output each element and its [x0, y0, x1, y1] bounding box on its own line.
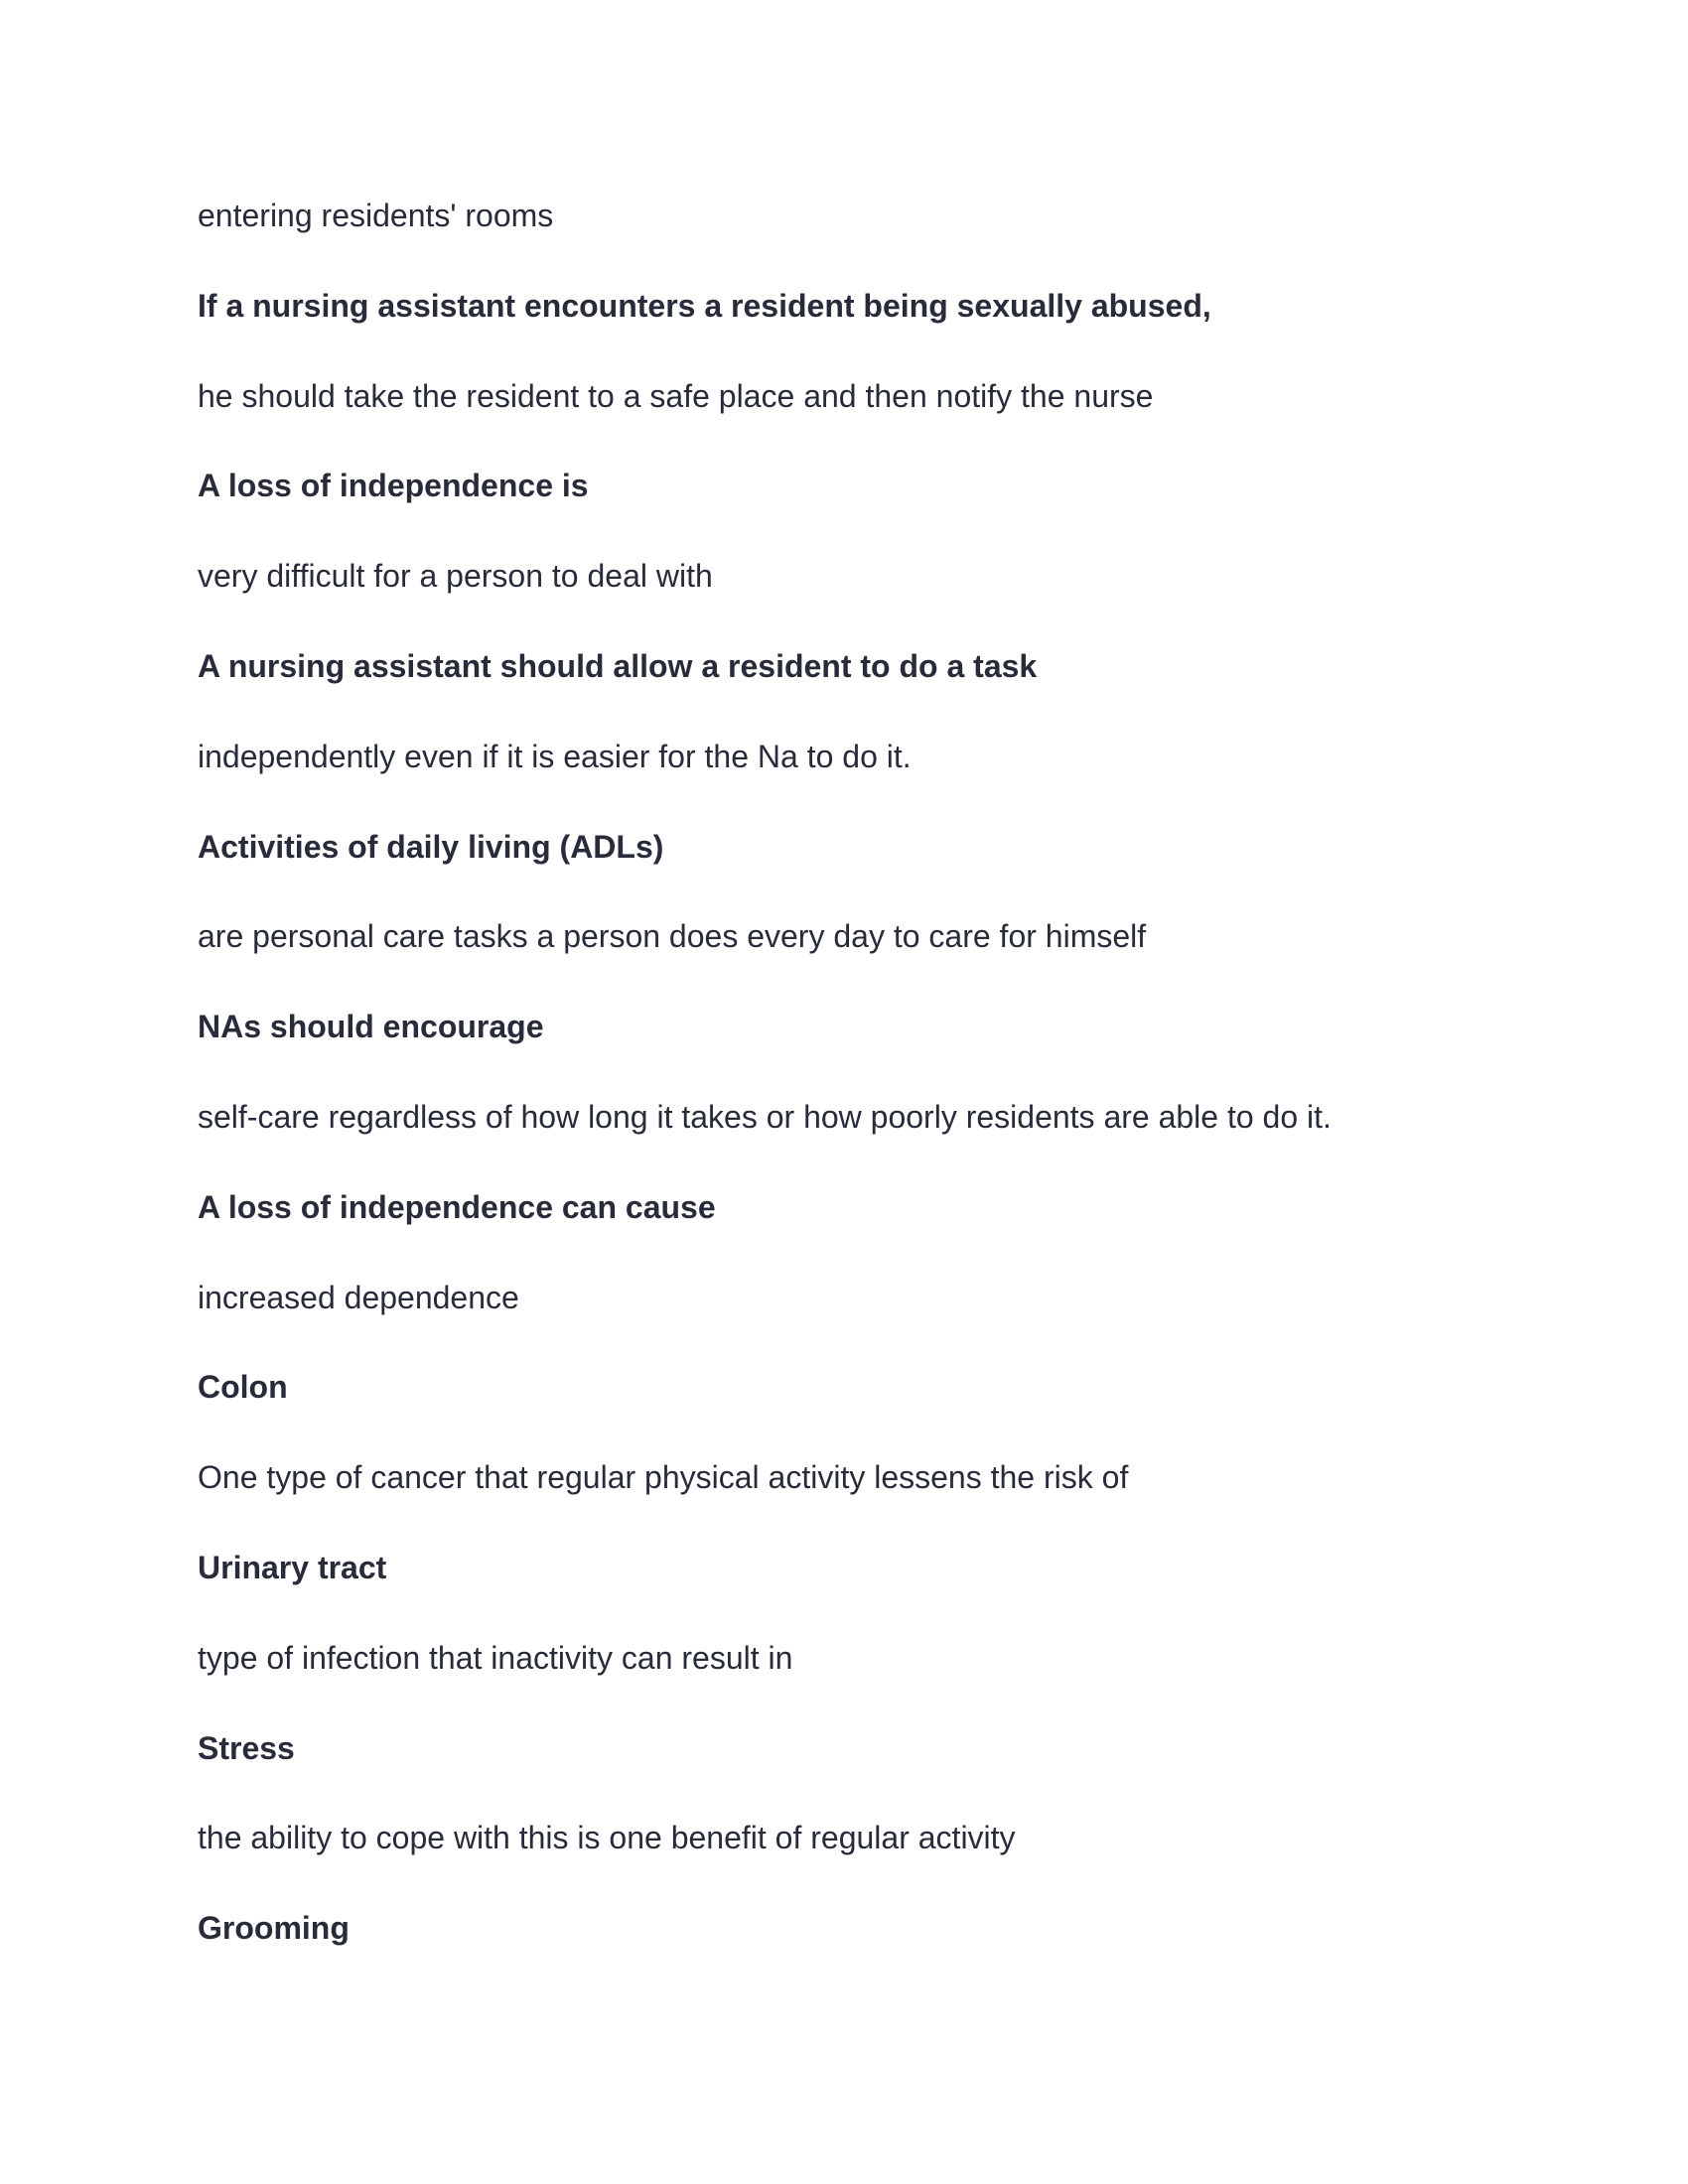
definition-line: type of infection that inactivity can result in [198, 1639, 793, 1676]
term-line: A loss of independence can cause [198, 1188, 716, 1225]
definition-line: very difficult for a person to deal with [198, 558, 713, 595]
definition-line: increased dependence [198, 1279, 519, 1315]
definition-line: entering residents' rooms [198, 198, 554, 233]
term-line: If a nursing assistant encounters a resident being sexually abused, [198, 287, 1211, 324]
term-line: Urinary tract [198, 1549, 387, 1585]
term-line: A loss of independence is [198, 468, 589, 504]
definition-line: the ability to cope with this is one benefit of regular activity [198, 1820, 1016, 1856]
definition-line: One type of cancer that regular physical activity lessens the risk of [198, 1459, 1129, 1496]
definition-line: are personal care tasks a person does every day to care for himself [198, 918, 1147, 955]
definition-line: independently even if it is easier for the Na to do it. [198, 738, 912, 774]
term-line: A nursing assistant should allow a resident to do a task [198, 647, 1038, 684]
term-line: Stress [198, 1729, 295, 1766]
term-line: Colon [198, 1369, 288, 1406]
definition-line: self-care regardless of how long it takes or how poorly residents are able to do it. [198, 1098, 1332, 1135]
term-line: Grooming [198, 1910, 350, 1947]
definition-line: he should take the resident to a safe place and then notify the nurse [198, 377, 1154, 414]
term-line: Activities of daily living (ADLs) [198, 828, 664, 865]
flashcard-text-list [198, 171, 1488, 1974]
term-line: NAs should encourage [198, 1009, 544, 1045]
